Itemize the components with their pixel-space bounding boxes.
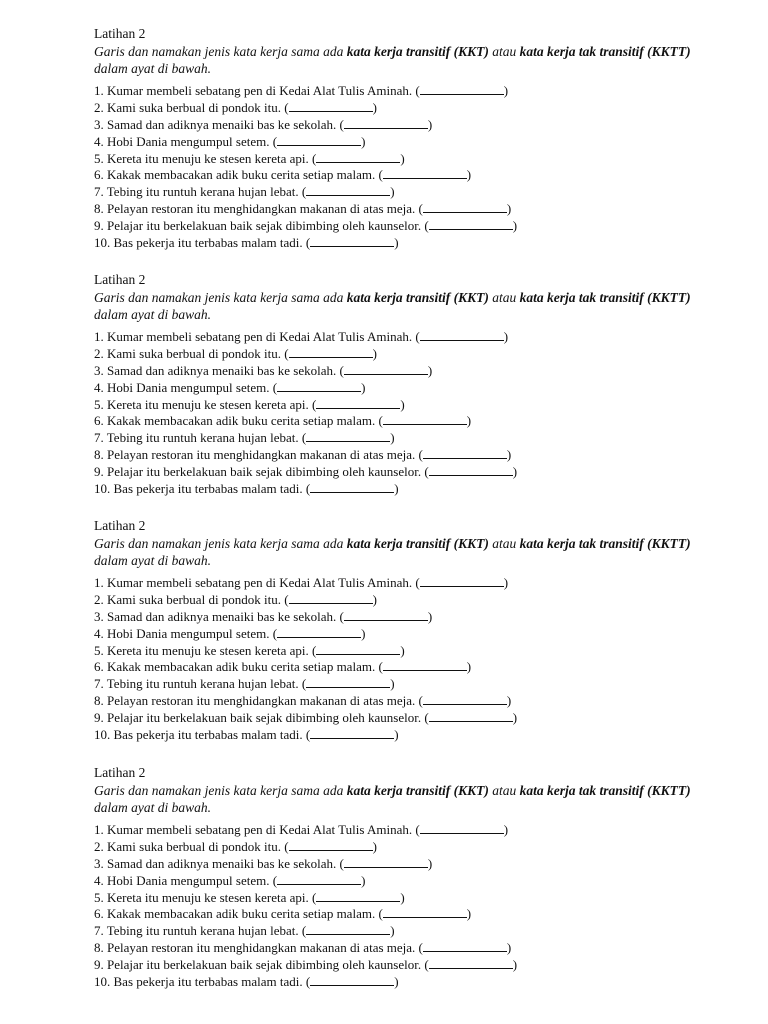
answer-paren-close: ): [372, 345, 377, 361]
answer-paren-open: (: [301, 430, 307, 446]
answer-paren-close: ): [466, 906, 472, 922]
sentence-text: Kami suka berbual di pondok itu.: [107, 591, 282, 607]
answer-paren-open: (: [272, 872, 278, 888]
sentence-item: [94, 329, 694, 346]
sentence-text: Tebing itu runtuh kerana hujan lebat.: [106, 676, 299, 692]
answer-paren-open: (: [312, 889, 317, 905]
answer-blank[interactable]: [289, 839, 373, 851]
sentence-text: Pelayan restoran itu menghidangkan makanan di atas meja.: [107, 201, 416, 217]
sentence-item: [94, 626, 694, 643]
answer-paren-open: (: [339, 362, 344, 378]
answer-blank[interactable]: [420, 83, 504, 95]
sentence-number: 7.: [94, 184, 104, 200]
sentence-text: Kami suka berbual di pondok itu.: [107, 99, 282, 115]
answer-blank[interactable]: [423, 940, 507, 952]
instruction-term-kktt: kata kerja tak transitif (KKTT): [519, 783, 691, 798]
answer-paren-close: ): [503, 575, 509, 590]
answer-paren-open: (: [339, 116, 344, 132]
sentence-text: Tebing itu runtuh kerana hujan lebat.: [106, 184, 299, 200]
answer-blank[interactable]: [306, 430, 390, 442]
sentence-item: [94, 117, 694, 134]
sentence-list: [94, 575, 694, 744]
sentence-item: [94, 100, 694, 117]
answer-paren-close: ): [512, 464, 518, 480]
answer-blank[interactable]: [316, 397, 400, 409]
answer-paren-close: ): [427, 116, 433, 132]
sentence-text: Kakak membacakan adik buku cerita setiap malam.: [107, 167, 376, 183]
sentence-number: 3.: [94, 855, 104, 871]
answer-paren-close: ): [361, 133, 366, 149]
sentence-number: 4.: [94, 379, 104, 395]
sentence-number: 4.: [94, 133, 104, 149]
answer-paren-open: (: [424, 710, 429, 726]
sentence-text: Kumar membeli sebatang pen di Kedai Alat Tulis Aminah.: [107, 329, 413, 344]
answer-paren-open: (: [415, 83, 420, 98]
instruction-before: Garis dan namakan jenis kata kerja sama ada: [94, 783, 347, 798]
answer-paren-close: ): [427, 855, 433, 871]
answer-blank[interactable]: [423, 693, 507, 705]
sentence-text: Pelajar itu berkelakuan baik sejak dibimbing oleh kaunselor.: [107, 464, 422, 480]
sentence-item: [94, 710, 694, 727]
sentence-text: Kakak membacakan adik buku cerita setiap malam.: [107, 906, 376, 922]
sentence-item: [94, 839, 694, 856]
answer-paren-close: ): [512, 957, 518, 973]
sentence-number: 8.: [94, 201, 104, 217]
sentence-number: 10.: [94, 481, 111, 497]
answer-paren-open: (: [378, 167, 383, 183]
sentence-number: 9.: [94, 710, 104, 726]
sentence-item: [94, 873, 694, 890]
sentence-text: Kumar membeli sebatang pen di Kedai Alat Tulis Aminah.: [107, 822, 413, 837]
answer-paren-close: ): [506, 693, 512, 709]
sentence-number: 8.: [94, 447, 104, 463]
sentence-number: 6.: [94, 413, 104, 429]
exercise-title: Latihan 2: [94, 272, 146, 287]
answer-paren-close: ): [503, 822, 509, 837]
sentence-text: Kakak membacakan adik buku cerita setiap malam.: [107, 659, 376, 675]
answer-blank[interactable]: [383, 906, 467, 918]
instruction-after: dalam ayat di bawah.: [94, 553, 211, 568]
exercise-block-4: [94, 765, 694, 991]
sentence-number: 6.: [94, 167, 104, 183]
sentence-text: Kami suka berbual di pondok itu.: [107, 345, 282, 361]
sentence-text: Hobi Dania mengumpul setem.: [107, 133, 270, 149]
answer-paren-open: (: [312, 150, 317, 166]
sentence-item: [94, 856, 694, 873]
sentence-number: 7.: [94, 430, 104, 446]
answer-paren-close: ): [390, 676, 395, 692]
sentence-text: Hobi Dania mengumpul setem.: [107, 379, 270, 395]
answer-paren-open: (: [272, 133, 278, 149]
exercise-title: Latihan 2: [94, 518, 146, 533]
sentence-item: [94, 201, 694, 218]
instruction-before: Garis dan namakan jenis kata kerja sama ada: [94, 44, 347, 59]
answer-paren-open: (: [339, 608, 344, 624]
answer-paren-close: ): [361, 872, 366, 888]
sentence-list: [94, 822, 694, 991]
answer-blank[interactable]: [420, 822, 504, 834]
sentence-item: [94, 974, 694, 991]
answer-paren-open: (: [415, 822, 420, 837]
answer-paren-close: ): [390, 184, 395, 200]
sentence-list: [94, 83, 694, 252]
sentence-number: 3.: [94, 116, 104, 132]
instruction-term-kkt: kata kerja transitif (KKT): [346, 536, 489, 551]
answer-paren-close: ): [466, 659, 472, 675]
exercise-block-1: [94, 26, 694, 252]
instruction-before: Garis dan namakan jenis kata kerja sama ada: [94, 290, 347, 305]
sentence-item: [94, 822, 694, 839]
answer-paren-open: (: [418, 940, 423, 956]
sentence-text: Bas pekerja itu terbabas malam tadi.: [113, 481, 303, 497]
sentence-list: [94, 329, 694, 498]
sentence-text: Kereta itu menuju ke stesen kereta api.: [107, 642, 309, 658]
answer-blank[interactable]: [310, 974, 394, 986]
answer-blank[interactable]: [383, 413, 467, 425]
answer-paren-close: ): [506, 940, 512, 956]
sentence-item: [94, 363, 694, 380]
answer-paren-close: ): [400, 396, 405, 412]
sentence-number: 1.: [94, 575, 104, 590]
sentence-item: [94, 430, 694, 447]
sentence-item: [94, 413, 694, 430]
answer-paren-open: (: [418, 693, 423, 709]
sentence-text: Kereta itu menuju ke stesen kereta api.: [107, 889, 309, 905]
answer-paren-open: (: [424, 957, 429, 973]
sentence-number: 1.: [94, 83, 104, 98]
answer-paren-open: (: [305, 235, 311, 251]
answer-paren-close: ): [372, 591, 377, 607]
answer-paren-close: ): [394, 974, 399, 990]
sentence-number: 2.: [94, 838, 104, 854]
sentence-number: 8.: [94, 940, 104, 956]
instruction-text: [94, 535, 694, 569]
answer-paren-open: (: [418, 447, 423, 463]
answer-paren-open: (: [378, 413, 383, 429]
answer-paren-open: (: [284, 591, 289, 607]
sentence-item: [94, 676, 694, 693]
answer-paren-close: ): [506, 201, 512, 217]
answer-paren-close: ): [503, 329, 509, 344]
answer-blank[interactable]: [429, 218, 513, 230]
sentence-number: 5.: [94, 642, 104, 658]
sentence-item: [94, 957, 694, 974]
instruction-term-kkt: kata kerja transitif (KKT): [346, 44, 489, 59]
sentence-number: 6.: [94, 906, 104, 922]
answer-paren-close: ): [394, 235, 399, 251]
exercise-block-2: [94, 272, 694, 498]
sentence-number: 3.: [94, 608, 104, 624]
sentence-item: [94, 167, 694, 184]
answer-blank[interactable]: [423, 447, 507, 459]
answer-paren-open: (: [284, 99, 289, 115]
instruction-text: [94, 289, 694, 323]
answer-paren-open: (: [301, 184, 307, 200]
answer-paren-open: (: [378, 906, 383, 922]
answer-paren-close: ): [390, 923, 395, 939]
sentence-text: Kereta itu menuju ke stesen kereta api.: [107, 150, 309, 166]
answer-paren-close: ): [466, 413, 472, 429]
answer-blank[interactable]: [289, 346, 373, 358]
sentence-text: Samad dan adiknya menaiki bas ke sekolah.: [107, 116, 337, 132]
instruction-text: [94, 782, 694, 816]
answer-paren-close: ): [512, 218, 518, 234]
sentence-number: 9.: [94, 464, 104, 480]
sentence-text: Kakak membacakan adik buku cerita setiap malam.: [107, 413, 376, 429]
sentence-number: 10.: [94, 727, 111, 743]
sentence-number: 9.: [94, 957, 104, 973]
answer-paren-close: ): [400, 889, 405, 905]
sentence-text: Pelajar itu berkelakuan baik sejak dibimbing oleh kaunselor.: [107, 710, 422, 726]
sentence-text: Samad dan adiknya menaiki bas ke sekolah.: [107, 608, 337, 624]
instruction-mid: atau: [488, 783, 520, 798]
sentence-number: 4.: [94, 625, 104, 641]
instruction-term-kktt: kata kerja tak transitif (KKTT): [519, 44, 691, 59]
answer-blank[interactable]: [289, 592, 373, 604]
answer-blank[interactable]: [429, 710, 513, 722]
sentence-text: Bas pekerja itu terbabas malam tadi.: [113, 974, 303, 990]
sentence-number: 8.: [94, 693, 104, 709]
instruction-before: Garis dan namakan jenis kata kerja sama ada: [94, 536, 347, 551]
sentence-number: 1.: [94, 822, 104, 837]
answer-paren-close: ): [400, 150, 405, 166]
answer-paren-close: ): [466, 167, 472, 183]
answer-blank[interactable]: [344, 609, 428, 621]
sentence-item: [94, 235, 694, 252]
sentence-item: [94, 464, 694, 481]
answer-blank[interactable]: [310, 235, 394, 247]
answer-paren-open: (: [312, 396, 317, 412]
sentence-text: Samad dan adiknya menaiki bas ke sekolah.: [107, 362, 337, 378]
sentence-number: 10.: [94, 974, 111, 990]
instruction-term-kkt: kata kerja transitif (KKT): [346, 783, 489, 798]
sentence-item: [94, 609, 694, 626]
answer-blank[interactable]: [316, 151, 400, 163]
answer-blank[interactable]: [277, 626, 361, 638]
answer-paren-open: (: [305, 727, 311, 743]
answer-blank[interactable]: [289, 100, 373, 112]
answer-paren-open: (: [424, 218, 429, 234]
answer-blank[interactable]: [423, 201, 507, 213]
instruction-after: dalam ayat di bawah.: [94, 61, 211, 76]
sentence-item: [94, 151, 694, 168]
sentence-text: Kumar membeli sebatang pen di Kedai Alat Tulis Aminah.: [107, 575, 413, 590]
sentence-item: [94, 940, 694, 957]
sentence-number: 2.: [94, 591, 104, 607]
sentence-item: [94, 923, 694, 940]
sentence-number: 1.: [94, 329, 104, 344]
answer-paren-open: (: [415, 329, 420, 344]
sentence-text: Pelayan restoran itu menghidangkan makanan di atas meja.: [107, 940, 416, 956]
sentence-text: Pelajar itu berkelakuan baik sejak dibimbing oleh kaunselor.: [107, 957, 422, 973]
sentence-number: 7.: [94, 676, 104, 692]
sentence-number: 6.: [94, 659, 104, 675]
answer-paren-close: ): [361, 379, 366, 395]
sentence-number: 2.: [94, 99, 104, 115]
exercise-title: Latihan 2: [94, 765, 146, 780]
sentence-item: [94, 83, 694, 100]
answer-paren-open: (: [415, 575, 420, 590]
answer-paren-open: (: [284, 345, 289, 361]
instruction-mid: atau: [488, 44, 520, 59]
sentence-number: 7.: [94, 923, 104, 939]
exercise-block-3: [94, 518, 694, 744]
answer-blank[interactable]: [383, 659, 467, 671]
answer-paren-open: (: [339, 855, 344, 871]
sentence-text: Tebing itu runtuh kerana hujan lebat.: [106, 430, 299, 446]
answer-paren-close: ): [506, 447, 512, 463]
instruction-mid: atau: [488, 290, 520, 305]
sentence-item: [94, 346, 694, 363]
sentence-text: Kumar membeli sebatang pen di Kedai Alat Tulis Aminah.: [107, 83, 413, 98]
answer-paren-close: ): [372, 838, 377, 854]
sentence-item: [94, 380, 694, 397]
sentence-item: [94, 218, 694, 235]
answer-blank[interactable]: [383, 167, 467, 179]
sentence-number: 10.: [94, 235, 111, 251]
answer-paren-open: (: [312, 642, 317, 658]
exercise-title: Latihan 2: [94, 26, 146, 41]
answer-paren-open: (: [272, 625, 278, 641]
sentence-text: Pelayan restoran itu menghidangkan makanan di atas meja.: [107, 693, 416, 709]
sentence-item: [94, 575, 694, 592]
answer-blank[interactable]: [344, 117, 428, 129]
answer-blank[interactable]: [344, 856, 428, 868]
answer-blank[interactable]: [277, 380, 361, 392]
sentence-text: Kami suka berbual di pondok itu.: [107, 838, 282, 854]
answer-blank[interactable]: [429, 957, 513, 969]
sentence-item: [94, 659, 694, 676]
sentence-item: [94, 906, 694, 923]
answer-paren-close: ): [503, 83, 509, 98]
sentence-item: [94, 447, 694, 464]
answer-paren-open: (: [305, 481, 311, 497]
sentence-text: Bas pekerja itu terbabas malam tadi.: [113, 727, 303, 743]
sentence-number: 9.: [94, 218, 104, 234]
sentence-text: Tebing itu runtuh kerana hujan lebat.: [106, 923, 299, 939]
instruction-after: dalam ayat di bawah.: [94, 800, 211, 815]
answer-paren-open: (: [284, 838, 289, 854]
answer-paren-close: ): [394, 727, 399, 743]
sentence-item: [94, 184, 694, 201]
answer-paren-open: (: [418, 201, 423, 217]
sentence-number: 5.: [94, 396, 104, 412]
instruction-after: dalam ayat di bawah.: [94, 307, 211, 322]
answer-paren-open: (: [424, 464, 429, 480]
sentence-item: [94, 643, 694, 660]
answer-paren-open: (: [305, 974, 311, 990]
sentence-text: Kereta itu menuju ke stesen kereta api.: [107, 396, 309, 412]
sentence-text: Hobi Dania mengumpul setem.: [107, 625, 270, 641]
answer-blank[interactable]: [429, 464, 513, 476]
sentence-number: 3.: [94, 362, 104, 378]
sentence-number: 2.: [94, 345, 104, 361]
instruction-term-kkt: kata kerja transitif (KKT): [346, 290, 489, 305]
instruction-term-kktt: kata kerja tak transitif (KKTT): [519, 536, 691, 551]
sentence-text: Hobi Dania mengumpul setem.: [107, 872, 270, 888]
answer-blank[interactable]: [277, 873, 361, 885]
sentence-number: 4.: [94, 872, 104, 888]
answer-paren-open: (: [272, 379, 278, 395]
sentence-text: Pelajar itu berkelakuan baik sejak dibimbing oleh kaunselor.: [107, 218, 422, 234]
answer-blank[interactable]: [420, 575, 504, 587]
answer-blank[interactable]: [316, 890, 400, 902]
instruction-term-kktt: kata kerja tak transitif (KKTT): [519, 290, 691, 305]
answer-paren-open: (: [301, 676, 307, 692]
sentence-item: [94, 481, 694, 498]
answer-blank[interactable]: [306, 923, 390, 935]
sentence-text: Bas pekerja itu terbabas malam tadi.: [113, 235, 303, 251]
answer-blank[interactable]: [344, 363, 428, 375]
sentence-item: [94, 727, 694, 744]
instruction-mid: atau: [488, 536, 520, 551]
sentence-text: Samad dan adiknya menaiki bas ke sekolah.: [107, 855, 337, 871]
answer-blank[interactable]: [306, 184, 390, 196]
answer-blank[interactable]: [310, 481, 394, 493]
answer-blank[interactable]: [277, 134, 361, 146]
sentence-number: 5.: [94, 150, 104, 166]
sentence-item: [94, 592, 694, 609]
instruction-text: [94, 43, 694, 77]
answer-blank[interactable]: [316, 643, 400, 655]
answer-paren-close: ): [512, 710, 518, 726]
answer-paren-close: ): [372, 99, 377, 115]
answer-paren-close: ): [394, 481, 399, 497]
sentence-item: [94, 134, 694, 151]
answer-paren-open: (: [301, 923, 307, 939]
answer-blank[interactable]: [306, 676, 390, 688]
answer-blank[interactable]: [310, 727, 394, 739]
answer-paren-close: ): [361, 625, 366, 641]
answer-paren-open: (: [378, 659, 383, 675]
answer-paren-close: ): [427, 608, 433, 624]
answer-paren-close: ): [427, 362, 433, 378]
answer-blank[interactable]: [420, 329, 504, 341]
sentence-number: 5.: [94, 889, 104, 905]
sentence-text: Pelayan restoran itu menghidangkan makanan di atas meja.: [107, 447, 416, 463]
answer-paren-close: ): [390, 430, 395, 446]
sentence-item: [94, 397, 694, 414]
sentence-item: [94, 693, 694, 710]
sentence-item: [94, 890, 694, 907]
answer-paren-close: ): [400, 642, 405, 658]
